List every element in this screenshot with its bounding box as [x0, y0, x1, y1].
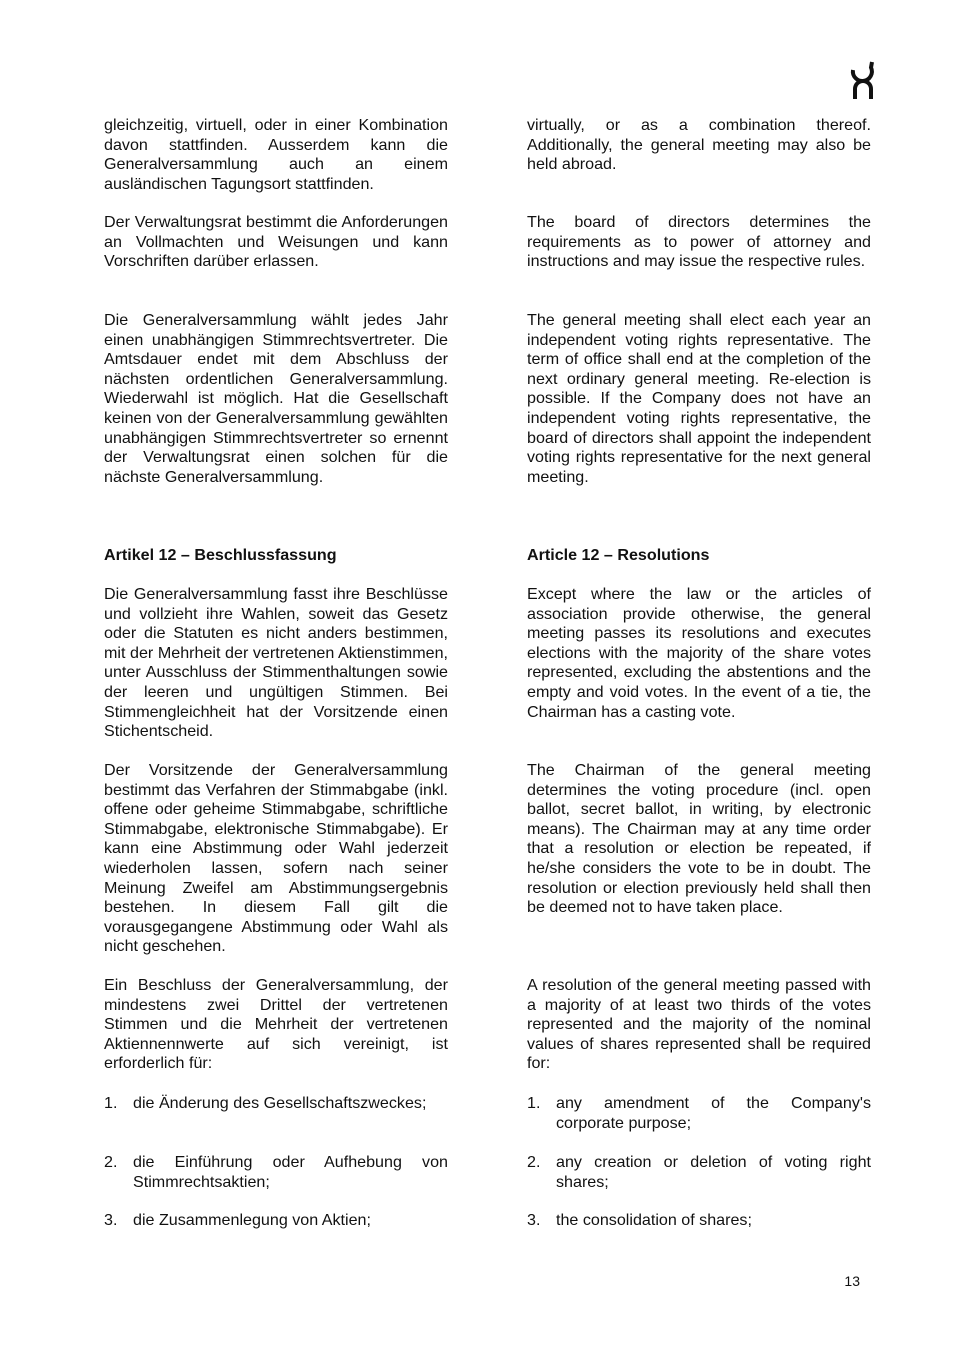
- german-paragraph-mehrheit: Ein Beschluss der Generalversammlung, der mindestens zwei Drittel der vertretenen Stimmen und die Mehrheit der vertretenen Aktiennennwerte auf sich vereinigt, ist erforderlich für:: [104, 976, 448, 1073]
- list-text: any creation or deletion of voting right shares;: [556, 1153, 871, 1191]
- german-paragraph-verfahren: Der Vorsitzende der Generalversammlung bestimmt das Verfahren der Stimmabgabe (inkl. offene oder geheime Stimmabgabe, schriftliche Stimmabgabe, elektronische Stimmabgabe). Er kann eine Abstimmung oder Wahl jederzeit wiederholen lassen, sofern nach seiner Meinung Zweifel am Abstimmungsergebnis bestehen. In diesem Fall gilt die vorausgegangene Abstimmung oder Wahl als nicht geschehen.: [104, 761, 448, 956]
- german-paragraph-vertreter: Die Generalversammlung wählt jedes Jahr einen unabhängigen Stimmrechtsvertreter. Die Amtsdauer endet mit dem Abschluss der nächsten ordentlichen Generalversammlung. Wiederwahl ist möglich. Hat die Gesellschaft keinen von der Generalversammlung gewählten unabhängigen Stimmrechtsvertreter so ernennt der Verwaltungsrat einen solchen für die nächste Generalversammlung.: [104, 311, 448, 486]
- german-paragraph-vollmacht: Der Verwaltungsrat bestimmt die Anforderungen an Vollmachten und Weisungen und kann Vorschriften darüber erlassen.: [104, 213, 448, 271]
- list-number: 1.: [104, 1094, 118, 1112]
- english-paragraph-resolutions: Except where the law or the articles of association provide otherwise, the general meeting passes its resolutions and executes elections with the majority of the share votes represented, excluding the abstentions and the empty and void votes. In the event of a tie, the Chairman has a casting vote.: [527, 585, 871, 721]
- english-paragraph-majority: A resolution of the general meeting passed with a majority of at least two thirds of the votes represented and the majority of the nominal values of shares represented shall be required for:: [527, 976, 871, 1073]
- list-number: 3.: [104, 1211, 118, 1229]
- page-number: 13: [844, 1273, 860, 1289]
- list-number: 2.: [527, 1153, 541, 1171]
- english-paragraph-procedure: The Chairman of the general meeting determines the voting procedure (incl. open ballot, secret ballot, in writing, by electronic means). The Chairman may at any time order that a resolution or election be repeated, if he/she considers the vote to be in doubt. The resolution or election previously held shall then be deemed not to have taken place.: [527, 761, 871, 917]
- list-text: die Einführung oder Aufhebung von Stimmrechtsaktien;: [133, 1153, 448, 1191]
- english-paragraph-attorney: The board of directors determines the requirements as to power of attorney and instructions and may issue the respective rules.: [527, 213, 871, 271]
- english-article-heading: Article 12 – Resolutions: [527, 546, 710, 564]
- list-number: 1.: [527, 1094, 541, 1112]
- english-paragraph-representative: The general meeting shall elect each year an independent voting rights representative. The term of office shall end at the completion of the next ordinary general meeting. Re-election is possible. If the Company does not have an independent voting rights representative, the board of directors shall appoint the independent voting rights representative for the next general meeting.: [527, 311, 871, 486]
- list-number: 2.: [104, 1153, 118, 1171]
- list-text: the consolidation of shares;: [556, 1211, 752, 1229]
- german-article-heading: Artikel 12 – Beschlussfassung: [104, 546, 337, 564]
- list-text: die Zusammenlegung von Aktien;: [133, 1211, 371, 1229]
- list-text: die Änderung des Gesellschaftszweckes;: [133, 1094, 427, 1112]
- german-paragraph-intro: gleichzeitig, virtuell, oder in einer Kombination davon stattfinden. Ausserdem kann die Generalversammlung auch an einem ausländischen Tagungsort stattfinden.: [104, 116, 448, 193]
- list-text: any amendment of the Company's corporate purpose;: [556, 1094, 871, 1132]
- german-paragraph-beschluesse: Die Generalversammlung fasst ihre Beschlüsse und vollzieht ihre Wahlen, soweit das Gesetz oder die Statuten es nicht anders bestimmen, mit der Mehrheit der vertretenen Aktienstimmen, unter Ausschluss der Stimmenthaltungen sowie der leeren und ungültigen Stimmen. Bei Stimmengleichheit hat der Vorsitzende einen Stichentscheid.: [104, 585, 448, 741]
- english-paragraph-intro: virtually, or as a combination thereof. Additionally, the general meeting may also be held abroad.: [527, 116, 871, 174]
- on-logo-icon: [850, 58, 876, 100]
- list-number: 3.: [527, 1211, 541, 1229]
